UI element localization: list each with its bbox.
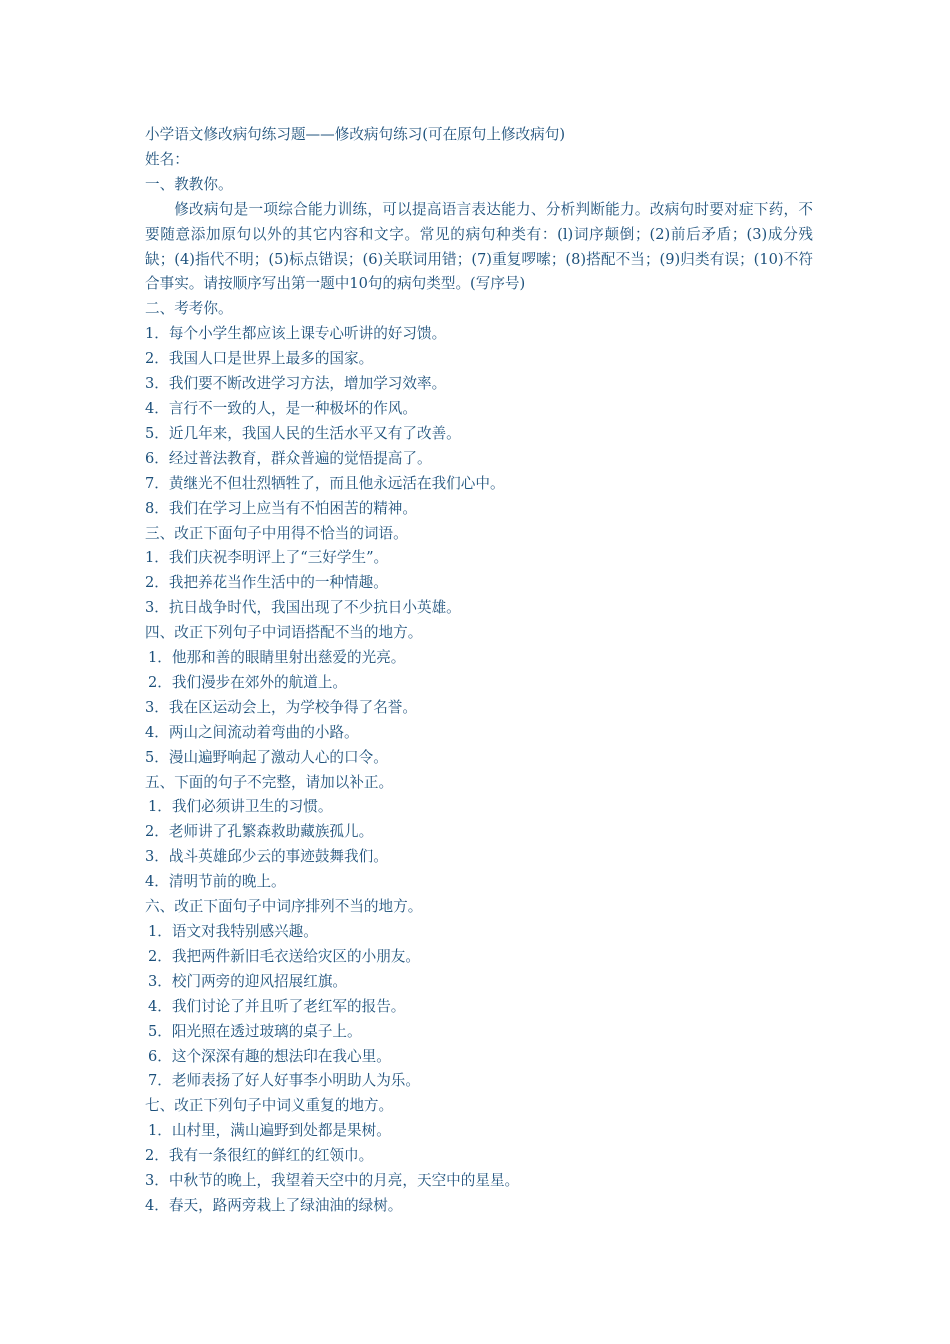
exercise-item <box>145 646 813 671</box>
item-number: 3． <box>145 599 169 617</box>
item-text: 我有一条很红的鲜红的红领巾。 <box>168 1147 374 1165</box>
item-text: 漫山遍野响起了激动人心的口令。 <box>168 748 388 766</box>
exercise-item <box>145 1144 813 1169</box>
section-heading: 二、考考你。 <box>145 300 233 318</box>
section-heading: 六、改正下面句子中词序排列不当的地方。 <box>145 898 423 916</box>
item-number: 2． <box>148 673 172 691</box>
exercise-item <box>145 1169 813 1194</box>
item-number: 3． <box>145 698 169 716</box>
exercise-item <box>145 372 813 397</box>
item-text: 这个深深有趣的想法印在我心里。 <box>171 1047 391 1065</box>
instruction-paragraph: 修改病句是一项综合能力训练，可以提高语言表达能力、分析判断能力。改病句时要对症下药，不要随意添加原句以外的其它内容和文字。常见的病句种类有：(l)词序颠倒；(2)前后矛盾；(3)成分残缺；(4)指代不明；(5)标点错误；(6)关联词用错；(7)重复啰嗦；(8)搭配不当；(9)归类有误；(10)不符合事实。请按顺序写出第一题中10句的病句类型。(写序号) <box>145 200 813 293</box>
item-number: 5． <box>145 748 169 766</box>
item-text: 我们漫步在郊外的航道上。 <box>171 673 348 691</box>
item-number: 2． <box>148 947 172 965</box>
exercise-item <box>145 721 813 746</box>
item-text: 言行不一致的人，是一种极坏的作风。 <box>168 399 417 417</box>
exercise-item <box>145 746 813 771</box>
section-3 <box>145 522 813 622</box>
item-number: 8． <box>145 499 169 517</box>
exercise-item <box>145 820 813 845</box>
item-number: 7． <box>148 1072 172 1090</box>
section-4 <box>145 621 813 770</box>
item-number: 4． <box>145 399 169 417</box>
item-number: 1． <box>145 325 169 343</box>
exercise-item <box>145 546 813 571</box>
item-number: 6． <box>145 449 169 467</box>
exercise-item <box>145 322 813 347</box>
exercise-item <box>145 397 813 422</box>
exercise-item <box>145 347 813 372</box>
item-number: 3． <box>145 375 169 393</box>
item-number: 3． <box>148 972 172 990</box>
item-number: 1． <box>145 549 169 567</box>
item-number: 4． <box>145 1196 169 1214</box>
item-text: 校门两旁的迎风招展红旗。 <box>171 972 348 990</box>
section-6 <box>145 895 813 1094</box>
item-text: 他那和善的眼睛里射出慈爱的光亮。 <box>171 649 406 667</box>
document-page <box>145 123 813 1219</box>
exercise-item <box>145 1045 813 1070</box>
item-text: 阳光照在透过玻璃的桌子上。 <box>171 1022 362 1040</box>
section-1 <box>145 173 813 298</box>
exercise-item <box>145 571 813 596</box>
item-number: 5． <box>148 1022 172 1040</box>
item-number: 4． <box>145 873 169 891</box>
exercise-item <box>145 845 813 870</box>
item-text: 老师讲了孔繁森救助藏族孤儿。 <box>168 823 374 841</box>
exercise-item <box>145 945 813 970</box>
exercise-item <box>145 671 813 696</box>
item-number: 2． <box>145 350 169 368</box>
item-number: 3． <box>145 848 169 866</box>
item-text: 抗日战争时代，我国出现了不少抗日小英雄。 <box>168 599 461 617</box>
item-text: 我把两件新旧毛衣送给灾区的小朋友。 <box>171 947 420 965</box>
item-number: 1． <box>148 1122 172 1140</box>
item-number: 7． <box>145 474 169 492</box>
exercise-item <box>145 696 813 721</box>
item-text: 我国人口是世界上最多的国家。 <box>168 350 374 368</box>
item-number: 5． <box>145 424 169 442</box>
section-7 <box>145 1094 813 1219</box>
item-text: 语文对我特别感兴趣。 <box>171 923 318 940</box>
item-text: 每个小学生都应该上课专心听讲的好习馈。 <box>168 325 447 343</box>
item-number: 3． <box>145 1172 169 1190</box>
exercise-item <box>145 1020 813 1045</box>
item-text: 战斗英雄邱少云的事迹鼓舞我们。 <box>168 848 388 866</box>
item-text: 我们庆祝李明评上了“三好学生”。 <box>168 549 389 567</box>
exercise-item <box>145 870 813 895</box>
item-number: 1． <box>148 923 172 940</box>
section-heading: 三、改正下面句子中用得不恰当的词语。 <box>145 524 408 542</box>
item-text: 我们必须讲卫生的习惯。 <box>171 798 333 816</box>
exercise-item <box>145 447 813 472</box>
item-text: 我在区运动会上，为学校争得了名誉。 <box>168 698 417 716</box>
item-number: 6． <box>148 1047 172 1065</box>
exercise-item <box>145 472 813 497</box>
section-heading: 一、教教你。 <box>145 175 233 193</box>
item-text: 春天，路两旁栽上了绿油油的绿树。 <box>168 1196 403 1214</box>
exercise-item <box>145 422 813 447</box>
section-2 <box>145 297 813 521</box>
exercise-item <box>145 1119 813 1144</box>
item-text: 经过普法教育，群众普遍的觉悟提高了。 <box>168 449 432 467</box>
exercise-item <box>145 795 813 820</box>
item-text: 中秋节的晚上，我望着天空中的月亮，天空中的星星。 <box>168 1172 520 1190</box>
item-number: 1． <box>148 798 172 816</box>
item-text: 我把养花当作生活中的一种情趣。 <box>168 574 388 592</box>
item-text: 老师表扬了好人好事李小明助人为乐。 <box>171 1072 420 1090</box>
exercise-item <box>145 920 813 945</box>
exercise-item <box>145 497 813 522</box>
item-text: 两山之间流动着弯曲的小路。 <box>168 723 359 741</box>
item-text: 近几年来，我国人民的生活水平又有了改善。 <box>168 424 461 442</box>
item-text: 我们讨论了并且听了老红军的报告。 <box>171 997 406 1015</box>
item-text: 我们在学习上应当有不怕困苦的精神。 <box>168 499 417 517</box>
item-text: 我们要不断改进学习方法，增加学习效率。 <box>168 375 447 393</box>
section-heading: 五、下面的句子不完整，请加以补正。 <box>145 773 394 791</box>
exercise-item <box>145 596 813 621</box>
section-heading: 七、改正下列句子中词义重复的地方。 <box>145 1097 394 1115</box>
exercise-item <box>145 1069 813 1094</box>
section-5 <box>145 771 813 896</box>
name-label: 姓名： <box>145 150 189 168</box>
item-number: 1． <box>148 649 172 667</box>
document-title: 小学语文修改病句练习题——修改病句练习(可在原句上修改病句) <box>145 126 566 143</box>
item-number: 2． <box>145 823 169 841</box>
item-text: 清明节前的晚上。 <box>168 873 286 891</box>
item-text: 黄继光不但壮烈牺牲了，而且他永远活在我们心中。 <box>168 474 505 492</box>
exercise-item <box>145 970 813 995</box>
item-number: 4． <box>148 997 172 1015</box>
item-number: 2． <box>145 1147 169 1165</box>
item-text: 山村里，满山遍野到处都是果树。 <box>171 1122 391 1140</box>
item-number: 4． <box>145 723 169 741</box>
item-number: 2． <box>145 574 169 592</box>
exercise-item <box>145 1194 813 1219</box>
section-heading: 四、改正下列句子中词语搭配不当的地方。 <box>145 624 423 642</box>
exercise-item <box>145 995 813 1020</box>
